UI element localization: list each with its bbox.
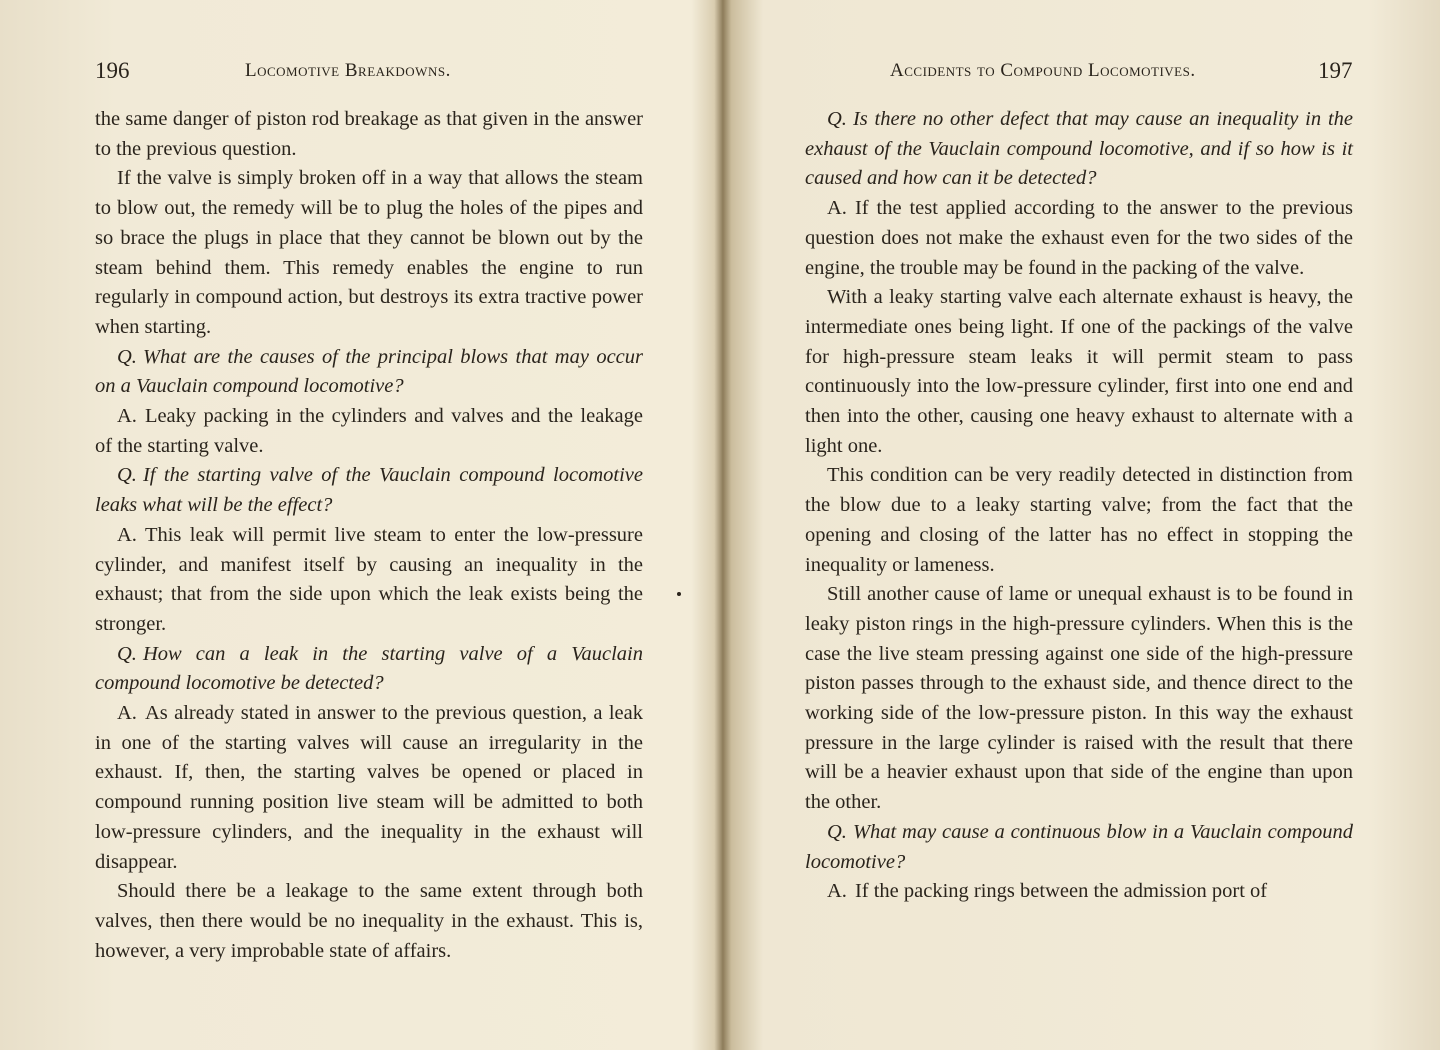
page-number: 197 bbox=[1318, 58, 1353, 83]
right-page bbox=[722, 0, 1440, 1050]
question: Q. How can a leak in the starting valve of a Vauclain compound locomotive be detected? bbox=[95, 642, 643, 695]
answer: A. Leaky packing in the cylinders and valves and the leakage of the starting valve. bbox=[95, 405, 643, 457]
paragraph: If the valve is simply broken off in a way that allows the steam to blow out, the remedy will be to plug the holes of the pipes and so brace the plugs in place that they cannot be blown out by the steam behind them. This remedy enables the engine to run regularly in compound action, but destroys its extra tractive power when starting. bbox=[95, 167, 643, 338]
answer: A. As already stated in answer to the previous question, a leak in one of the starting valves will cause an irregularity in the exhaust. If, then, the starting valves be opened or placed in compound running position live steam will be admitted to both low-pressure cylinders, and the inequality in the exhaust will disappear. bbox=[95, 702, 643, 873]
question: Q. What may cause a continuous blow in a Vauclain compound locomotive? bbox=[805, 820, 1353, 873]
paragraph: This condition can be very readily detected in distinction from the blow due to a leaky starting valve; from the fact that the opening and closing of the latter has no effect in stopping the inequality or lameness. bbox=[805, 464, 1353, 576]
page-number: 196 bbox=[95, 58, 130, 83]
ink-speck bbox=[677, 592, 681, 596]
text-column bbox=[95, 105, 643, 966]
paragraph: Should there be a leakage to the same extent through both valves, then there would be no inequality in the exhaust. This is, however, a very improbable state of affairs. bbox=[95, 880, 643, 962]
paragraph: the same danger of piston rod breakage as that given in the answer to the previous question. bbox=[95, 108, 643, 160]
question: Q. What are the causes of the principal blows that may occur on a Vauclain compound locomotive? bbox=[95, 345, 643, 398]
paragraph: With a leaky starting valve each alternate exhaust is heavy, the intermediate ones being light. If one of the packings of the valve for high-pressure steam leaks it will permit steam to pass continuously into the low-pressure cylinder, first into one end and then into the other, causing one heavy exhaust to alternate with a light one. bbox=[805, 286, 1353, 457]
answer: A. This leak will permit live steam to enter the low-pressure cylinder, and manifest itself by causing an inequality in the exhaust; that from the side upon which the leak exists being the stronger. bbox=[95, 523, 643, 635]
text-column bbox=[805, 105, 1353, 907]
left-page bbox=[0, 0, 718, 1050]
running-head: Locomotive Breakdowns. bbox=[245, 60, 451, 81]
question: Q. Is there no other defect that may cause an inequality in the exhaust of the Vauclain compound locomotive, and if so how is it caused and how can it be detected? bbox=[805, 108, 1353, 190]
answer: A. If the test applied according to the answer to the previous question does not make the exhaust even for the two sides of the engine, the trouble may be found in the packing of the valve. bbox=[805, 197, 1353, 279]
paragraph: Still another cause of lame or unequal exhaust is to be found in leaky piston rings in the high-pressure cylinders. When this is the case the live steam pressing against one side of the high-pressure piston passes through to the exhaust side, and thence direct to the working side of the low-pressure piston. In this way the exhaust pressure in the large cylinder is raised with the result that there will be a heavier exhaust upon that side of the engine than upon the other. bbox=[805, 583, 1353, 814]
running-head: Accidents to Compound Locomotives. bbox=[890, 60, 1196, 81]
answer: A. If the packing rings between the admission port of bbox=[827, 880, 1268, 903]
question: Q. If the starting valve of the Vauclain compound locomotive leaks what will be the effect? bbox=[95, 464, 643, 517]
